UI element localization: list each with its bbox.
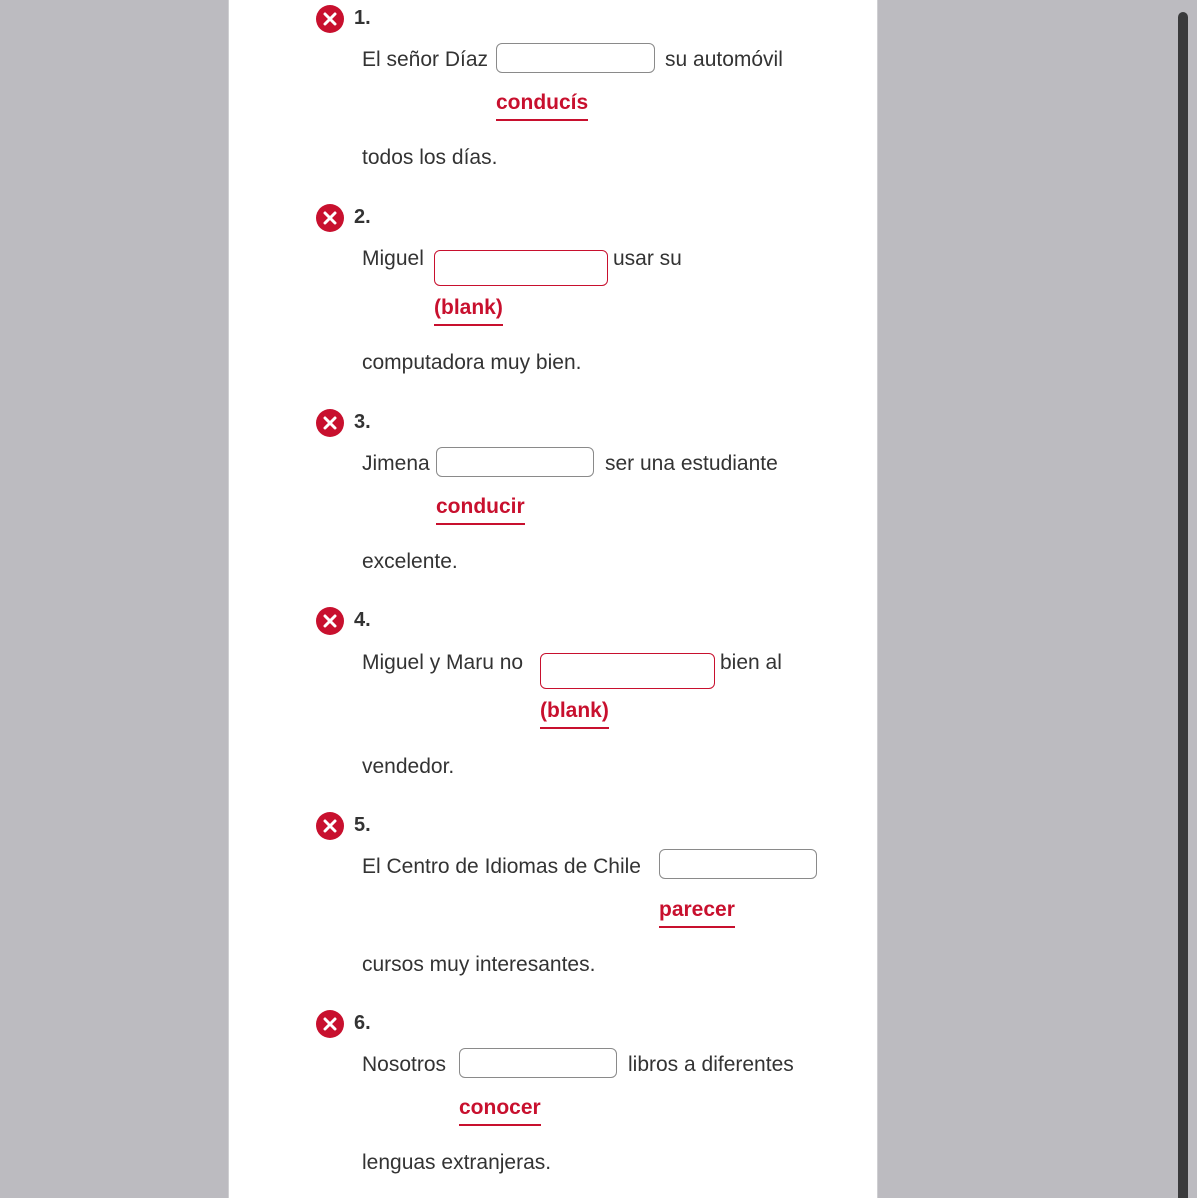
incorrect-x-icon — [316, 812, 344, 840]
answer-input[interactable] — [540, 653, 715, 689]
sentence-start: El señor Díaz — [362, 48, 489, 71]
incorrect-x-icon — [316, 1010, 344, 1038]
sentence-middle: su automóvil — [665, 48, 783, 71]
question-number: 4. — [354, 609, 371, 631]
question-item-2 — [229, 200, 877, 390]
sentence-middle: libros a diferentes — [628, 1053, 794, 1076]
incorrect-x-icon — [316, 5, 344, 33]
answer-input[interactable] — [434, 250, 608, 286]
question-item-5 — [229, 808, 877, 998]
question-item-6 — [229, 1007, 877, 1197]
answer-input[interactable] — [459, 1048, 617, 1078]
incorrect-x-icon — [316, 204, 344, 232]
question-item-1 — [229, 0, 877, 190]
sentence-middle: usar su — [613, 247, 682, 270]
incorrect-x-icon — [316, 409, 344, 437]
question-item-3 — [229, 405, 877, 595]
submitted-answer: (blank) — [540, 699, 609, 729]
incorrect-x-icon — [316, 607, 344, 635]
scrollbar[interactable] — [1178, 12, 1188, 1198]
submitted-answer: parecer — [659, 898, 735, 928]
answer-input[interactable] — [436, 447, 594, 477]
question-number: 6. — [354, 1012, 371, 1034]
sentence-middle: ser una estudiante — [605, 452, 778, 475]
sentence-end: todos los días. — [362, 146, 498, 169]
submitted-answer: (blank) — [434, 296, 503, 326]
submitted-answer: conducir — [436, 495, 525, 525]
question-number: 5. — [354, 814, 371, 836]
sentence-start: Miguel — [362, 247, 424, 270]
sentence-start: Jimena — [362, 452, 430, 475]
question-number: 3. — [354, 411, 371, 433]
sentence-end: computadora muy bien. — [362, 351, 582, 374]
question-number: 2. — [354, 206, 371, 228]
question-item-4 — [229, 604, 877, 794]
sentence-start: Miguel y Maru no — [362, 651, 524, 674]
question-number: 1. — [354, 7, 371, 29]
exercise-page — [228, 0, 878, 1198]
answer-input[interactable] — [659, 849, 817, 879]
submitted-answer: conocer — [459, 1096, 541, 1126]
sentence-start: Nosotros — [362, 1053, 447, 1076]
sentence-end: excelente. — [362, 550, 458, 573]
sentence-end: lenguas extranjeras. — [362, 1151, 552, 1174]
sentence-end: vendedor. — [362, 755, 455, 778]
sentence-start: El Centro de Idiomas de Chile — [362, 855, 641, 878]
sentence-middle: bien al — [720, 651, 782, 674]
submitted-answer: conducís — [496, 91, 588, 121]
answer-input[interactable] — [496, 43, 655, 73]
sentence-end: cursos muy interesantes. — [362, 953, 596, 976]
